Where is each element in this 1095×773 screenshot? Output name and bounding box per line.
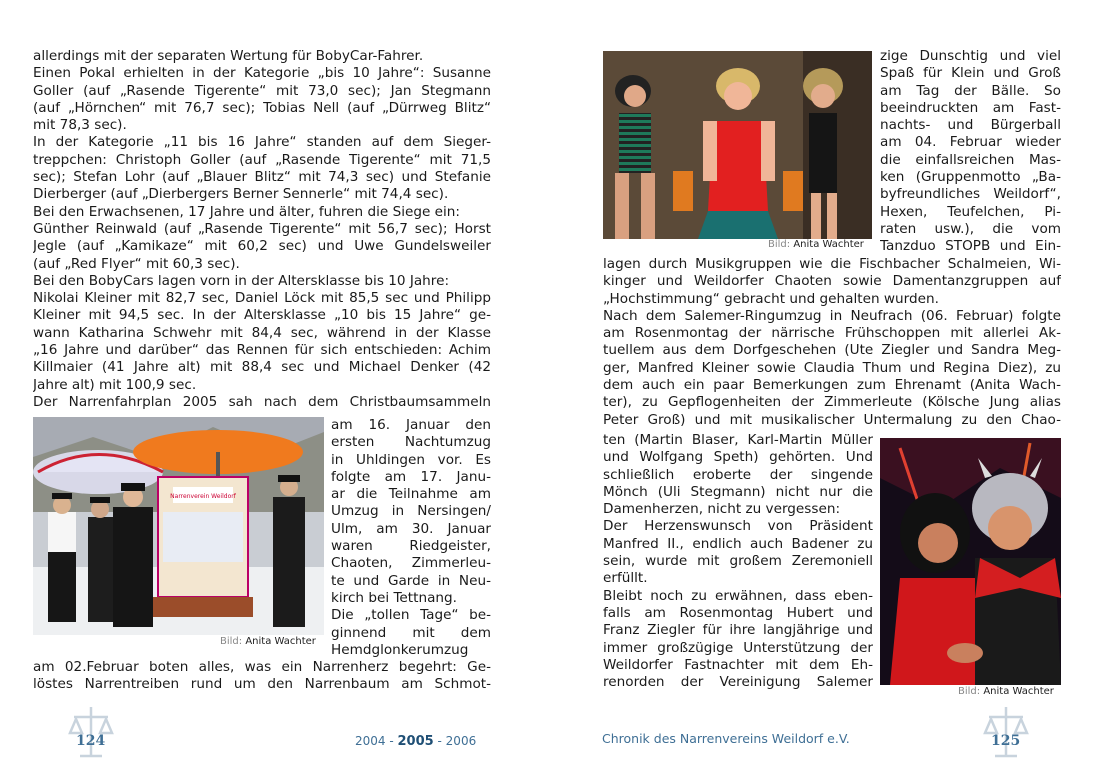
devil-costumes-photo [880,438,1061,685]
chronicle-title: Chronik des Narrenvereins Weildorf e.V. [602,731,850,746]
text-line: Chaoten, Zimmerleu- [331,555,491,572]
text-line: löstes Narrentreiben rund um den Narrenbaum am Schmot- [33,676,491,693]
text-line: „16 Jahre und darüber“ das Rennen für sich entschieden: Achim [33,342,491,359]
text-line: Bei den Erwachsenen, 17 Jahre und älter, fuhren die Siege ein: [33,203,460,220]
text-line: (auf „Red Flyer“ mit 60,3 sec). [33,255,240,272]
right-page-number: 125 [991,733,1021,749]
text-line: Franz Ziegler für ihre langjährige und [603,622,873,639]
text-line: beeindruckten am Fast- [880,99,1061,116]
text-line: kirch bei Tettnang. [331,589,457,606]
text-line: Der Herzenswunsch von Präsident [603,518,873,535]
text-line: Umzug in Nersingen/ [331,503,491,520]
devils-illustration [880,438,1061,685]
left-page-number: 124 [76,733,106,749]
text-line: folgte am 17. Janu- [331,468,491,485]
text-line: ersten Nachtumzug [331,434,491,451]
carnival-stand-photo [33,417,324,635]
text-line: kinger und Weildorfer Chaoten sowie Damentanzgruppen auf [603,273,1061,290]
text-line: „Hochstimmung“ gebracht und gehalten wurden. [603,290,939,307]
text-line: falls am Rosenmontag Hubert und [603,604,873,621]
text-line: am Tag der Bälle. So [880,82,1061,99]
text-line: dem auch ein paar Bemerkungen zum Ehrenamt (Anita Wach- [603,377,1061,394]
text-line: Günther Reinwald (auf „Rasende Tigerente“ mit 56,7 sec); Horst [33,220,491,237]
text-line: Peter Groß) und mit musikalischer Untermalung zu den Chao- [603,411,1061,428]
text-line: Die „tollen Tage“ be- [331,607,491,624]
right-photo1-credit [768,239,864,250]
text-line: renorden der Vereinigung Salemer [603,674,873,691]
text-line: in Uhldingen vor. Es [331,451,491,468]
credit-label: Bild: [768,239,791,250]
text-line: ten (Martin Blaser, Karl-Martin Müller [603,432,873,448]
text-line: allerdings mit der separaten Wertung für BobyCar-Fahrer. [33,48,424,64]
text-line: erfüllt. [603,570,648,587]
text-line: lagen durch Musikgruppen wie die Fischbacher Schalmeien, Wi- [603,256,1061,272]
credit-name: Anita Wachter [983,686,1054,697]
text-line: ter), zu Gepflogenheiten der Zimmerleute (Kölsche Jung alias [603,394,1061,411]
text-line: schließlich eroberte der singende [603,466,873,483]
year-range [355,734,476,749]
text-line: nachts- und Bürgerball [880,117,1061,134]
text-line: waren Riedgeister, [331,538,491,555]
text-line: byfreundliches Weildorf“, [880,186,1061,203]
year-separator: - [385,734,398,748]
text-line: am Rosenmontag der närrische Frühschoppen mit allerlei Ak- [603,325,1061,342]
text-line: am 16. Januar den [331,417,491,433]
left-text-block-2 [331,417,491,659]
text-line: sec); Stefan Lohr (auf „Blauer Blitz“ mit 74,3 sec) und Stefanie [33,169,491,186]
text-line: die einfallsreichen Mas- [880,151,1061,168]
text-line: Hexen, Teufelchen, Pi- [880,203,1061,220]
dancers-illustration [603,51,872,239]
text-line: Nach dem Salemer-Ringumzug in Neufrach (06. Februar) folgte [603,307,1061,324]
year-next: 2006 [445,734,477,748]
credit-label: Bild: [220,636,243,647]
text-line: mit 78,3 sec). [33,117,127,134]
text-line: tuellem aus dem Dorfgeschehen (Ute Ziegler und Sandra Meg- [603,342,1061,359]
text-line: Der Narrenfahrplan 2005 sah nach dem Christbaumsammeln [33,393,491,410]
year-current: 2005 [397,734,434,749]
text-line: am 02.Februar boten alles, was ein Narrenherz begehrt: Ge- [33,659,491,675]
text-line: Spaß für Klein und Groß [880,65,1061,82]
text-line: und Wolfgang Speth) gehörten. Und [603,449,873,466]
text-line: (auf „Hörnchen“ mit 76,7 sec); Tobias Nell (auf „Dürrweg Blitz“ [33,99,491,116]
text-line: Dierberger (auf „Dierbergers Berner Sennerle“ mit 74,4 sec). [33,186,449,203]
text-line: Hemdglonkerumzug [331,641,469,658]
text-line: Bei den BobyCars lagen vorn in der Altersklasse bis 10 Jahre: [33,272,450,289]
text-line: ken (Gruppenmotto „Ba- [880,169,1061,186]
text-line: treppchen: Christoph Goller (auf „Rasende Tigerente“ mit 71,5 [33,151,491,168]
text-line: wann Katharina Schwehr mit 84,4 sec, während in der Klasse [33,324,491,341]
text-line: te und Garde in Neu- [331,572,491,589]
text-line: Ulm, am 30. Januar [331,520,491,537]
text-line: immer großzügige Unterstützung der [603,639,873,656]
text-line: Kleiner mit 94,5 sec. In der Altersklasse „10 bis 15 Jahre“ ge- [33,307,491,324]
text-line: sein, wurde mit großem Zeremoniell [603,553,873,570]
text-line: Jahre alt) mit 100,9 sec. [33,376,197,393]
text-line: Nikolai Kleiner mit 82,7 sec, Daniel Löck mit 85,5 sec und Philipp [33,290,491,307]
text-line: Jegle (auf „Kamikaze“ mit 60,2 sec) und Uwe Gundelsweiler [33,238,491,255]
year-previous: 2004 [355,734,386,748]
right-text-block-3 [603,432,873,691]
left-text-block-3 [33,659,491,694]
credit-label: Bild: [958,686,981,697]
text-line: ar die Teilnahme am [331,486,491,503]
left-photo-credit [220,636,316,647]
right-text-block-1 [880,48,1061,256]
text-line: ger, Manfred Kleiner sowie Claudia Thum und Regina Diez), zu [603,359,1061,376]
year-separator: - [433,734,446,748]
banner-text: Narrenverein Weildorf [170,493,236,500]
costume-dancers-photo [603,51,872,239]
text-line: Bleibt noch zu erwähnen, dass eben- [603,587,873,604]
text-line: am 04. Februar wieder [880,134,1061,151]
text-line: Mönch (Uli Stegmann) nicht nur die [603,483,873,500]
left-text-block-1 [33,48,491,411]
text-line: Damenherzen, nicht zu vergessen: [603,501,841,518]
text-line: In der Kategorie „11 bis 16 Jahre“ standen auf dem Sieger- [33,134,491,151]
right-text-block-2 [603,256,1061,429]
right-photo2-credit [958,686,1054,697]
scales-emblem-icon [68,703,114,761]
credit-name: Anita Wachter [793,239,864,250]
text-line: zige Dunschtig und viel [880,48,1061,64]
text-line: Killmaier (41 Jahre alt) mit 88,4 sec und Michael Denker (42 [33,359,491,376]
carnival-stand-illustration [33,417,324,635]
text-line: Einen Pokal erhielten in der Kategorie „bis 10 Jahre“: Susanne [33,65,491,82]
text-line: ginnend mit dem [331,624,491,641]
text-line: Tanzduo STOPB und Ein- [880,238,1061,255]
credit-name: Anita Wachter [245,636,316,647]
text-line: Manfred II., endlich auch Badener zu [603,535,873,552]
scales-emblem-icon [983,703,1029,761]
text-line: Goller (auf „Rasende Tigerente“ mit 73,0 sec); Jan Stegmann [33,82,491,99]
text-line: raten usw.), die vom [880,220,1061,237]
text-line: Weildorfer Fastnachter mit dem Eh- [603,656,873,673]
